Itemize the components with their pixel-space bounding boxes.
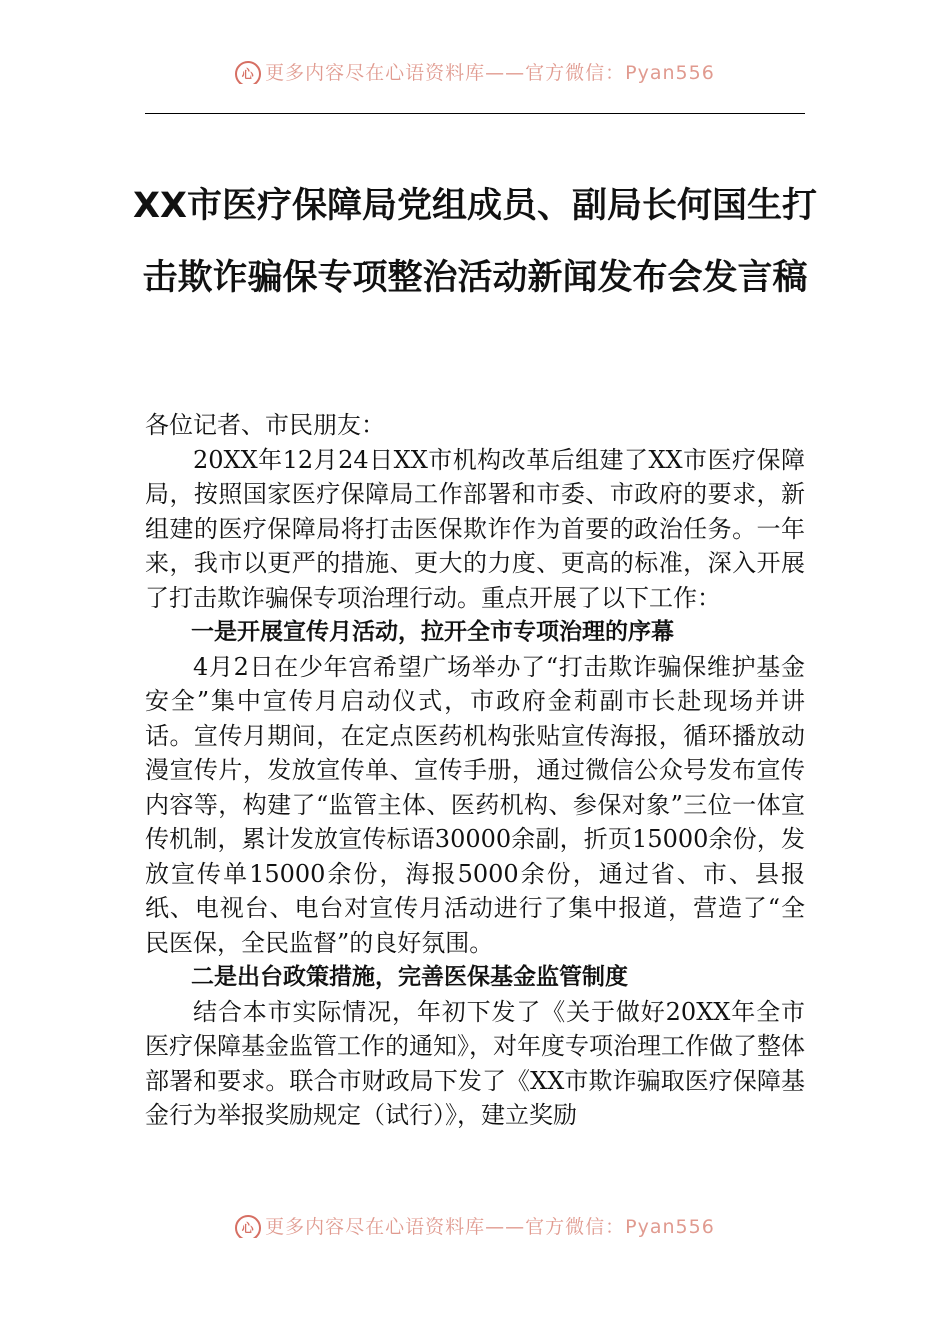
watermark-logo-icon: 心 (235, 61, 261, 85)
watermark-logo-icon: 心 (235, 1215, 261, 1239)
watermark-text: 更多内容尽在心语资料库——官方微信：Pyan556 (265, 1216, 715, 1238)
header-rule (145, 113, 805, 114)
document-body (145, 408, 805, 1133)
section-heading-2: 二是出台政策措施，完善医保基金监管制度 (191, 964, 628, 990)
section-heading-1: 一是开展宣传月活动，拉开全市专项治理的序幕 (191, 619, 674, 645)
paragraph-section-2: 结合本市实际情况，年初下发了《关于做好20XX年全市医疗保障基金监管工作的通知》，对年度专项治理工作做了整体部署和要求。联合市财政局下发了《XX市欺诈骗取医疗保障基金行为举报奖励规定（试行）》，建立奖励 (145, 997, 805, 1129)
watermark-footer (0, 1212, 950, 1238)
salutation: 各位记者、市民朋友： (145, 411, 385, 439)
document-title: XX市医疗保障局党组成员、副局长何国生打击欺诈骗保专项整治活动新闻发布会发言稿 (133, 186, 817, 298)
paragraph-intro: 20XX年12月24日XX市机构改革后组建了XX市医疗保障局，按照国家医疗保障局工作部署和市委、市政府的要求，新组建的医疗保障局将打击医保欺诈作为首要的政治任务。一年来，我市以更严的措施、更大的力度、更高的标准，深入开展了打击欺诈骗保专项治理行动。重点开展了以下工作： (145, 445, 805, 612)
paragraph-section-1: 4月2日在少年宫希望广场举办了“打击欺诈骗保维护基金安全”集中宣传月启动仪式，市政府金莉副市长赴现场并讲话。宣传月期间，在定点医药机构张贴宣传海报，循环播放动漫宣传片，发放宣传单、宣传手册，通过微信公众号发布宣传内容等，构建了“监管主体、医药机构、参保对象”三位一体宣传机制，累计发放宣传标语30000余副，折页15000余份，发放宣传单15000余份，海报5000余份，通过省、市、县报纸、电视台、电台对宣传月活动进行了集中报道，营造了“全民医保，全民监督”的良好氛围。 (145, 652, 805, 957)
watermark-header (0, 58, 950, 84)
watermark-text: 更多内容尽在心语资料库——官方微信：Pyan556 (265, 62, 715, 84)
